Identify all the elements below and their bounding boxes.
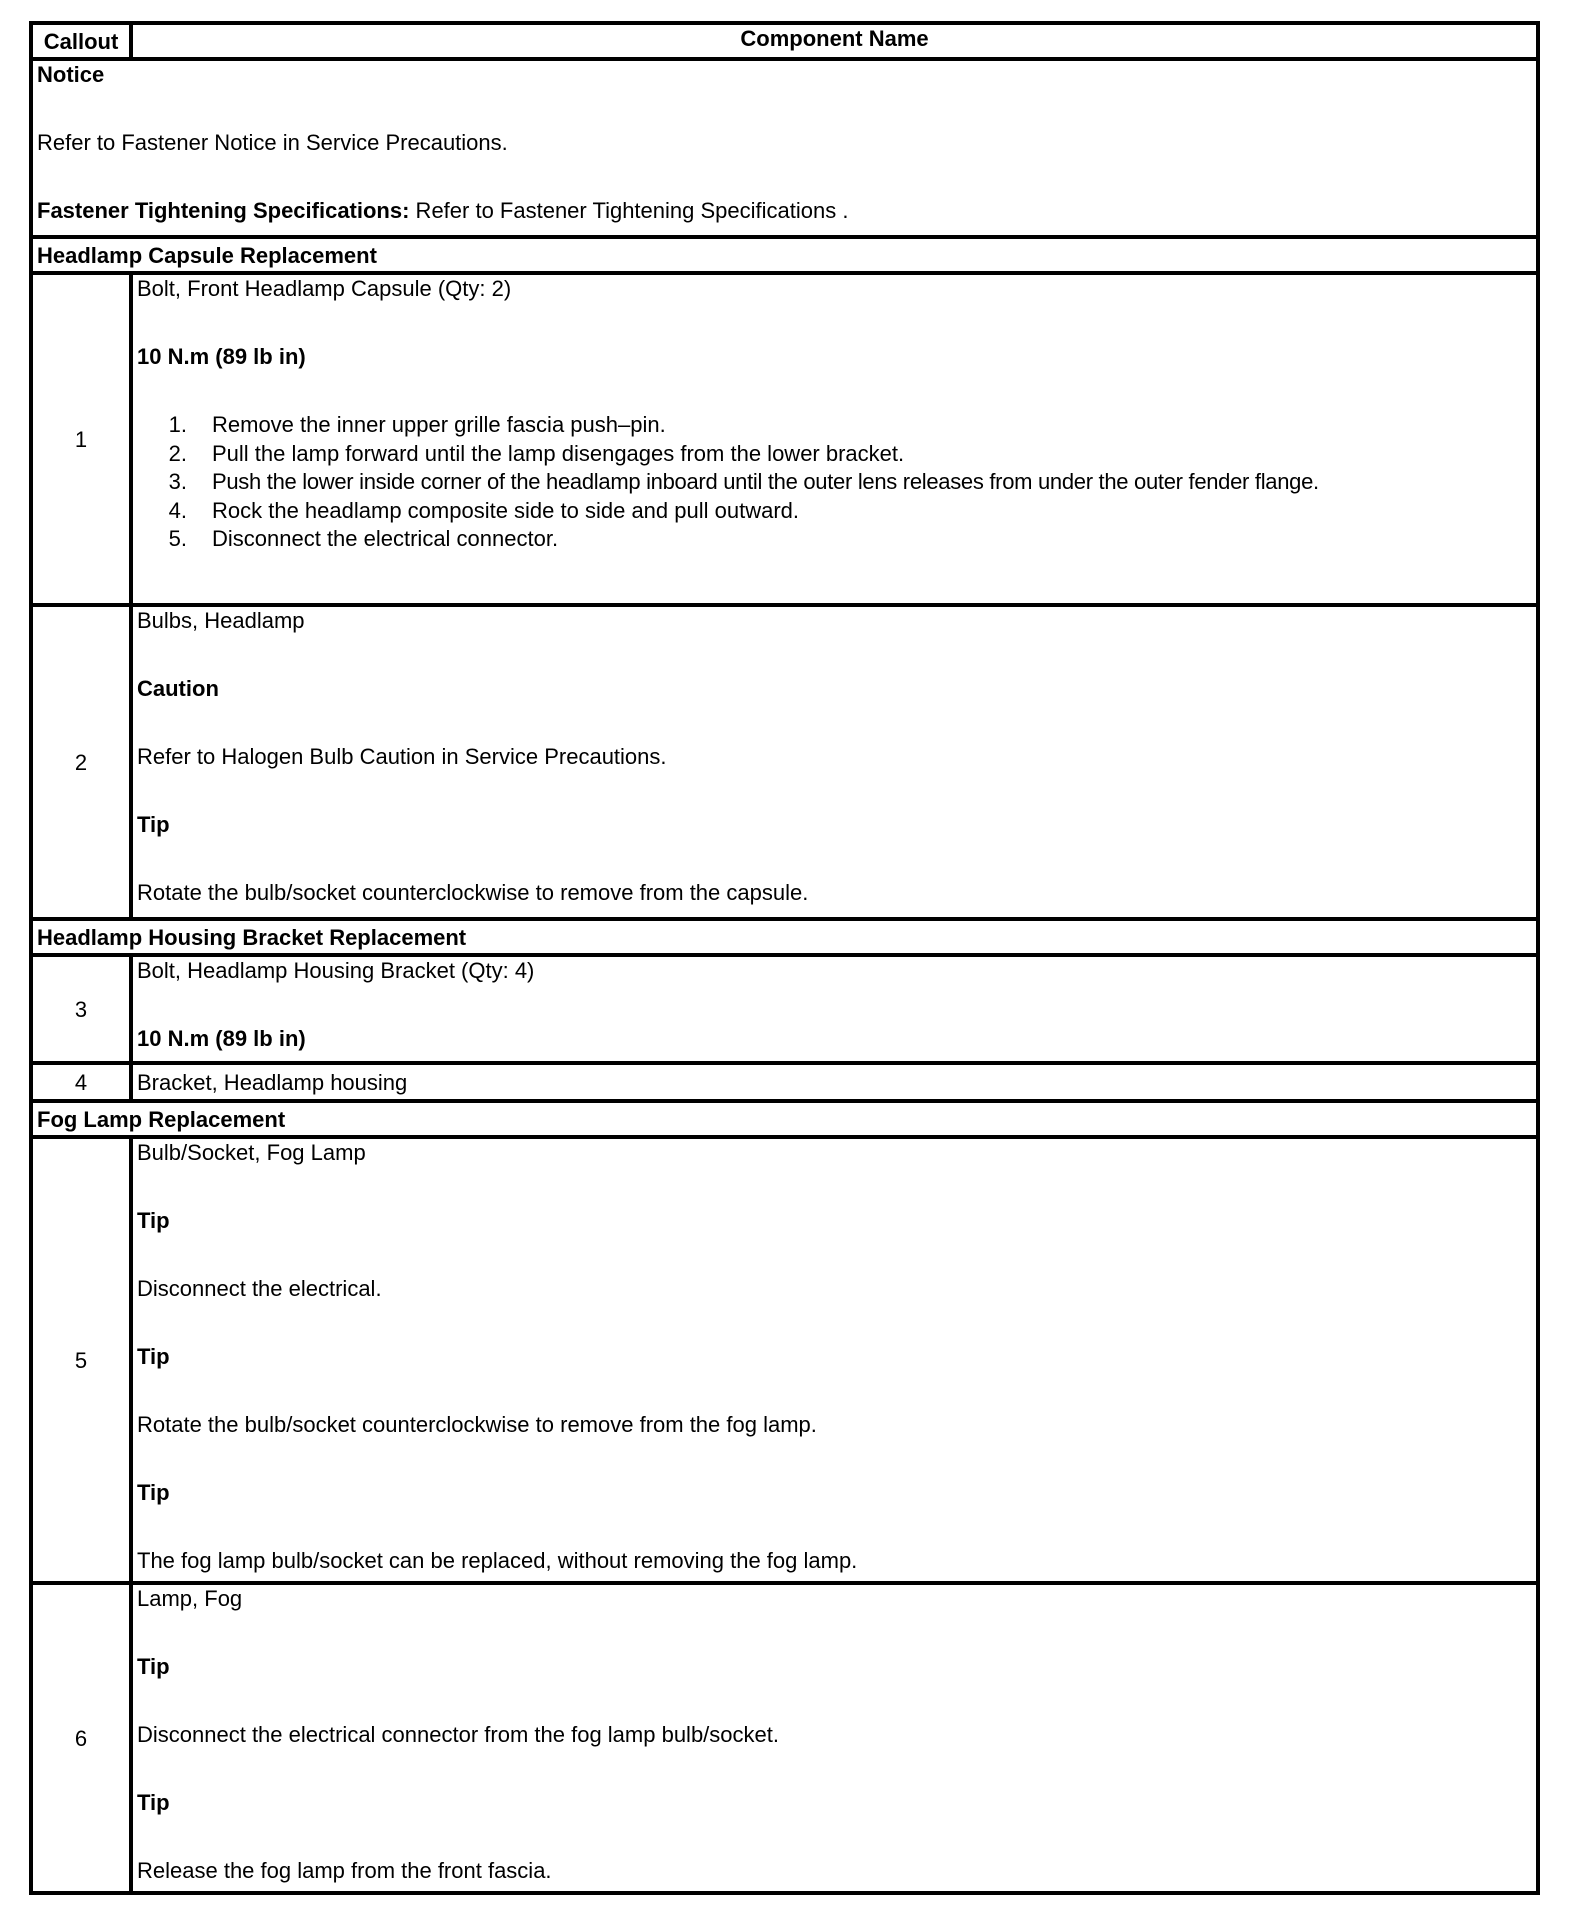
tip-label: Tip <box>137 1480 170 1505</box>
callout-number: 3 <box>31 955 131 1063</box>
list-item: 3. Push the lower inside corner of the headlamp inboard until the outer lens releases from under the outer fender flange. <box>168 469 1319 494</box>
callout-number: 2 <box>31 605 131 919</box>
table-row <box>31 1063 1538 1101</box>
caution-text: Refer to Halogen Bulb Caution in Service Precautions. <box>137 744 667 769</box>
callout-number: 1 <box>31 273 131 605</box>
torque-spec: 10 N.m (89 lb in) <box>137 344 306 369</box>
tip-label: Tip <box>137 812 170 837</box>
list-item: 2. Pull the lamp forward until the lamp disengages from the lower bracket. <box>168 440 905 466</box>
tip-label: Tip <box>137 1344 170 1369</box>
callout-number: 6 <box>31 1583 131 1893</box>
table-row <box>31 1583 1538 1893</box>
component-header: Component Name <box>131 23 1538 59</box>
tip-text: Rotate the bulb/socket counterclockwise to remove from the fog lamp. <box>137 1412 817 1437</box>
tip-text: Disconnect the electrical. <box>137 1276 382 1301</box>
component-name: Bulbs, Headlamp <box>137 608 305 633</box>
notice-text: Refer to Fastener Notice in Service Precautions. <box>37 130 508 155</box>
spec-text: Refer to Fastener Tightening Specifications . <box>409 198 849 223</box>
spec-label: Fastener Tightening Specifications: <box>37 198 410 223</box>
callout-number: 5 <box>31 1137 131 1583</box>
caution-label: Caution <box>137 676 219 701</box>
notice-title: Notice <box>37 62 105 87</box>
callout-number: 4 <box>31 1063 131 1101</box>
section-title: Headlamp Housing Bracket Replacement <box>31 919 1538 955</box>
spec-line <box>37 197 1532 224</box>
table-row <box>31 1137 1538 1583</box>
tip-text: Release the fog lamp from the front fascia. <box>137 1858 552 1883</box>
component-name: Bolt, Headlamp Housing Bracket (Qty: 4) <box>137 958 535 983</box>
table-row <box>31 955 1538 1063</box>
component-name: Bulb/Socket, Fog Lamp <box>137 1140 366 1165</box>
component-table <box>29 21 1540 1895</box>
tip-label: Tip <box>137 1654 170 1679</box>
tip-text: Rotate the bulb/socket counterclockwise to remove from the capsule. <box>137 880 809 905</box>
list-item: 1. Remove the inner upper grille fascia push–pin. <box>168 412 666 437</box>
tip-text: The fog lamp bulb/socket can be replaced, without removing the fog lamp. <box>137 1548 858 1573</box>
tip-label: Tip <box>137 1790 170 1815</box>
list-item: 5. Disconnect the electrical connector. <box>168 526 559 551</box>
component-name: Bolt, Front Headlamp Capsule (Qty: 2) <box>137 276 512 301</box>
list-item: 4. Rock the headlamp composite side to side and pull outward. <box>168 497 800 523</box>
table-header <box>31 23 1538 59</box>
notice-row <box>31 59 1538 237</box>
steps-list <box>137 411 1532 554</box>
table-row <box>31 605 1538 919</box>
component-name: Lamp, Fog <box>137 1586 243 1611</box>
table-row <box>31 273 1538 605</box>
tip-text: Disconnect the electrical connector from the fog lamp bulb/socket. <box>137 1722 779 1747</box>
component-name: Bracket, Headlamp housing <box>131 1063 1538 1101</box>
section-title: Fog Lamp Replacement <box>31 1101 1538 1137</box>
tip-label: Tip <box>137 1208 170 1233</box>
torque-spec: 10 N.m (89 lb in) <box>137 1026 306 1051</box>
callout-header: Callout <box>31 23 131 59</box>
section-title: Headlamp Capsule Replacement <box>31 237 1538 273</box>
